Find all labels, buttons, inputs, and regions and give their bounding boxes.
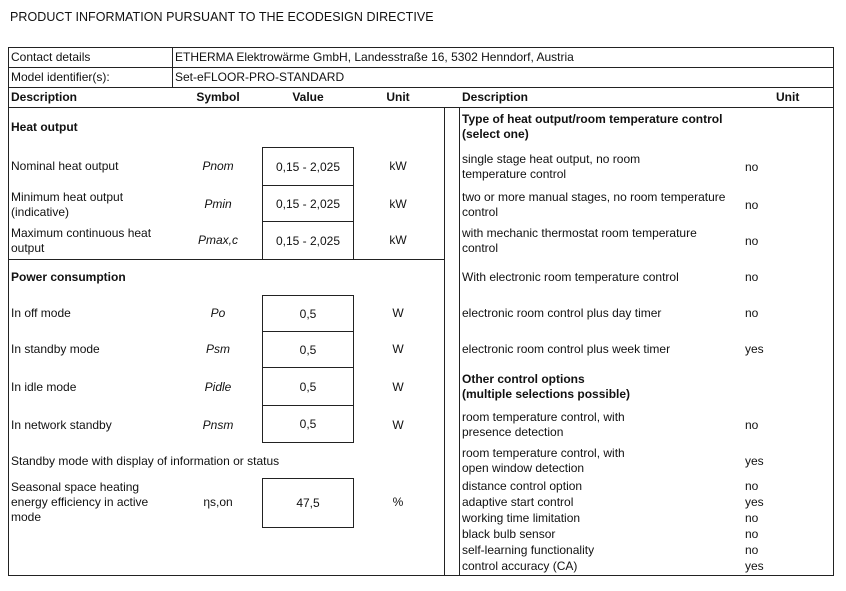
other-control-description: room temperature control, with presence detection [462, 410, 625, 439]
col-header-description-right: Description [462, 90, 529, 104]
control-type-value: yes [745, 342, 764, 356]
col-header-unit-right: Unit [776, 90, 800, 104]
value-text: 0,5 [299, 379, 317, 394]
power-row-symbol: Psm [206, 342, 230, 356]
col-header-description-left: Description [11, 90, 78, 104]
power-row-value [262, 367, 354, 406]
model-label: Model identifier(s): [11, 70, 110, 84]
control-type-subheading: (select one) [462, 127, 529, 141]
value-text: 0,15 - 2,025 [275, 196, 341, 211]
standby-display-label: Standby mode with display of information or status [11, 454, 280, 468]
heat-row-symbol: Pnom [202, 159, 234, 173]
power-row-value [262, 295, 354, 332]
heat-row-description: Minimum heat output (indicative) [11, 190, 124, 219]
col-header-value: Value [292, 90, 324, 104]
divider [444, 107, 445, 575]
other-control-description: adaptive start control [462, 495, 574, 509]
heat-row-value [262, 185, 354, 222]
power-row-unit: W [392, 306, 404, 320]
control-type-heading: Type of heat output/room temperature control [462, 112, 723, 126]
control-type-value: no [745, 270, 759, 284]
other-control-value: no [745, 479, 759, 493]
power-row-symbol: Pnsm [202, 418, 234, 432]
power-consumption-heading: Power consumption [11, 270, 126, 284]
col-header-symbol: Symbol [196, 90, 240, 104]
efficiency-unit: % [392, 495, 404, 509]
control-type-description: with mechanic thermostat room temperature control [462, 226, 697, 255]
other-control-value: no [745, 527, 759, 541]
control-type-description: electronic room control plus week timer [462, 342, 671, 356]
heat-output-heading: Heat output [11, 120, 78, 134]
power-row-symbol: Pidle [204, 380, 232, 394]
control-type-value: no [745, 160, 759, 174]
other-control-description: black bulb sensor [462, 527, 556, 541]
other-control-description: room temperature control, with open window detection [462, 446, 625, 475]
divider [8, 575, 834, 576]
power-row-description: In off mode [11, 306, 71, 320]
other-control-description: distance control option [462, 479, 583, 493]
col-header-unit-left: Unit [386, 90, 410, 104]
power-row-value [262, 405, 354, 443]
value-text: 0,5 [299, 417, 317, 431]
heat-row-unit: kW [389, 233, 407, 247]
value-text: 47,5 [296, 496, 320, 510]
divider [8, 259, 445, 260]
other-control-description: control accuracy (CA) [462, 559, 578, 573]
control-type-value: no [745, 306, 759, 320]
other-control-description: self-learning functionality [462, 543, 595, 557]
heat-row-description: Maximum continuous heat output [11, 226, 152, 255]
page-title: PRODUCT INFORMATION PURSUANT TO THE ECODESIGN DIRECTIVE [10, 10, 434, 24]
power-row-description: In standby mode [11, 342, 100, 356]
control-type-description: With electronic room temperature control [462, 270, 679, 284]
power-row-unit: W [392, 342, 404, 356]
value-text: 0,5 [299, 306, 317, 321]
heat-row-value [262, 221, 354, 260]
power-row-value [262, 331, 354, 368]
power-row-unit: W [392, 380, 404, 394]
other-control-value: no [745, 418, 759, 432]
other-control-value: yes [745, 454, 764, 468]
divider [833, 107, 834, 575]
control-type-description: electronic room control plus day timer [462, 306, 662, 320]
heat-row-unit: kW [389, 159, 407, 173]
divider [8, 67, 834, 68]
other-control-value: yes [745, 559, 764, 573]
heat-row-value [262, 147, 354, 186]
divider [172, 47, 173, 87]
other-controls-heading: Other control options [462, 372, 585, 386]
heat-row-description: Nominal heat output [11, 159, 119, 173]
heat-row-unit: kW [389, 197, 407, 211]
power-row-unit: W [392, 418, 404, 432]
heat-row-symbol: Pmin [204, 197, 232, 211]
divider [459, 107, 460, 575]
value-text: 0,15 - 2,025 [275, 159, 341, 174]
contact-value: ETHERMA Elektrowärme GmbH, Landesstraße 16, 5302 Henndorf, Austria [175, 50, 574, 64]
control-type-description: single stage heat output, no room temperature control [462, 152, 641, 181]
contact-label: Contact details [11, 50, 91, 64]
efficiency-description: Seasonal space heating energy efficiency in active mode [11, 480, 149, 524]
value-text: 0,15 - 2,025 [275, 233, 341, 248]
other-controls-subheading: (multiple selections possible) [462, 387, 631, 401]
power-row-description: In idle mode [11, 380, 77, 394]
model-value: Set-eFLOOR-PRO-STANDARD [175, 70, 345, 84]
efficiency-value [262, 478, 354, 528]
control-type-value: no [745, 198, 759, 212]
other-control-description: working time limitation [462, 511, 581, 525]
heat-row-symbol: Pmax,c [197, 233, 238, 247]
divider [8, 87, 834, 88]
other-control-value: no [745, 543, 759, 557]
control-type-value: no [745, 234, 759, 248]
value-text: 0,5 [299, 342, 317, 357]
control-type-description: two or more manual stages, no room temperature control [462, 190, 726, 219]
divider [8, 107, 9, 575]
power-row-description: In network standby [11, 418, 112, 432]
other-control-value: no [745, 511, 759, 525]
power-row-symbol: Po [210, 306, 226, 320]
efficiency-symbol: ηs,on [203, 495, 233, 509]
other-control-value: yes [745, 495, 764, 509]
